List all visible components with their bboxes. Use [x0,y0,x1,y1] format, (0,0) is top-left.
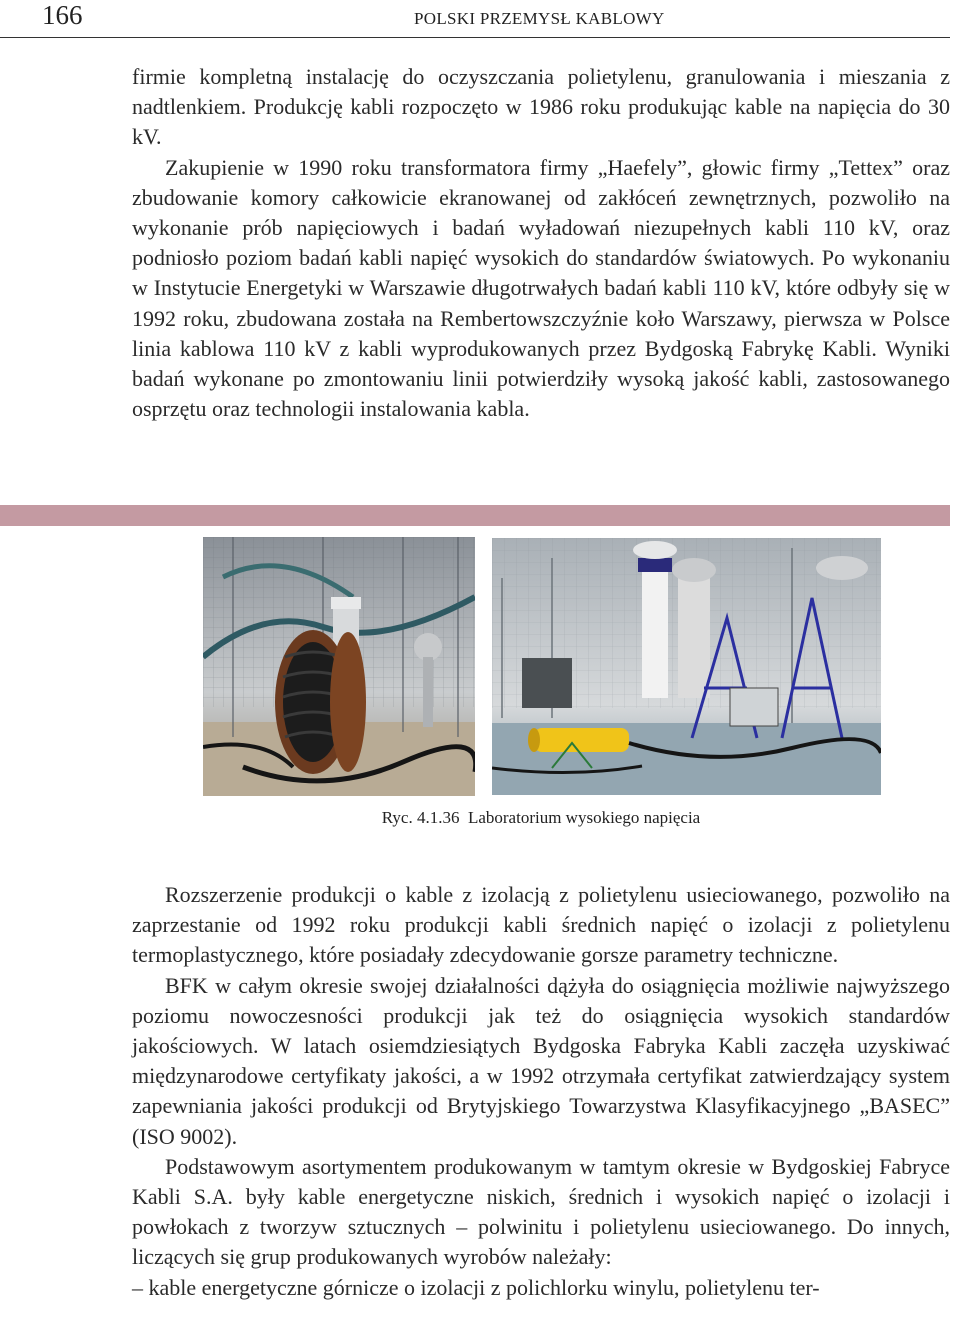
photo-cable-drum-lab [203,537,475,796]
top-text-block [132,62,950,424]
bottom-text-block [132,880,950,1303]
paragraph-haefely: Zakupienie w 1990 roku transformatora firmy „Haefely”, głowic firmy „Tettex” oraz zbudowanie komory całkowicie ekranowanej od zakłóceń zewnętrznych, pozwoliło na wykonanie prób napięciowych i badań wyładowań niezupełnych kabli 110 kV, oraz podniosło poziom badań kabli napięć wysokich do standardów światowych. Po wykonaniu w Instytucie Energetyki w Warszawie długotrwałych badań kabli 110 kV, które odbyły się w 1992 roku, zbudowana została na Rembertowszczyźnie koło Warszawy, pierwsza w Polsce linia kablowa 110 kV z kabli wyprodukowanych przez Bydgoską Fabrykę Kabli. Wyniki badań wykonane po zmontowaniu linii potwierdziły wysoką jakość kabli, zastosowanego osprzętu oraz technologii instalowania kabla. [132,154,950,422]
figure-number: Ryc. 4.1.36 [381,808,460,827]
list-item-mining-cables: – kable energetyczne górnicze o izolacji z polichlorku winylu, polietylenu ter- [132,1274,820,1300]
page-number: 166 [42,0,83,30]
decorative-band [0,505,950,526]
page-header [0,0,960,40]
paragraph-assortment: Podstawowym asortymentem produkowanym w tamtym okresie w Bydgoskiej Fabryce Kabli S.A. były kable energetyczne niskich, średnich i wysokich napięć o izolacji i powłokach z tworzyw sztucznych – polwinitu i polietylenu usieciowanego. Do innych, liczących się grup produkowanych wyrobów należały: [132,1153,950,1270]
paragraph-continued: firmie kompletną instalację do oczyszczania polietylenu, granulowania i mieszania z nadtlenkiem. Produkcję kabli rozpoczęto w 1986 roku produkując kable na napięcia do 30 kV. [132,64,950,150]
paragraph-bfk-quality: BFK w całym okresie swojej działalności dążyła do osiągnięcia możliwie najwyższego poziomu nowoczesności produkcji jak też do osiągnięcia wysokich standardów jakościowych. W latach osiemdziesiątych Bydgoska Fabryka Kabli zaczęła uzyskiwać międzynarodowe certyfikaty jakości, a w 1992 otrzymała certyfikat zatwierdzający system zapewniania jakości produkcji od Brytyjskiego Towarzystwa Klasyfikacyjnego „BASEC” (ISO 9002). [132,972,950,1149]
figure-title: Laboratorium wysokiego napięcia [467,808,701,827]
figure-caption [0,808,960,828]
photo-high-voltage-lab [492,538,881,795]
paragraph-polyethylene: Rozszerzenie produkcji o kable z izolacją z polietylenu usieciowanego, pozwoliło na zaprzestanie od 1992 roku produkcji kabli średnich napięć o izolacji z polietylenu termoplastycznego, które posiadały zdecydowanie gorsze parametry techniczne. [132,882,950,968]
header-rule [0,37,950,38]
running-head: POLSKI PRZEMYSŁ KABLOWY [414,9,665,28]
